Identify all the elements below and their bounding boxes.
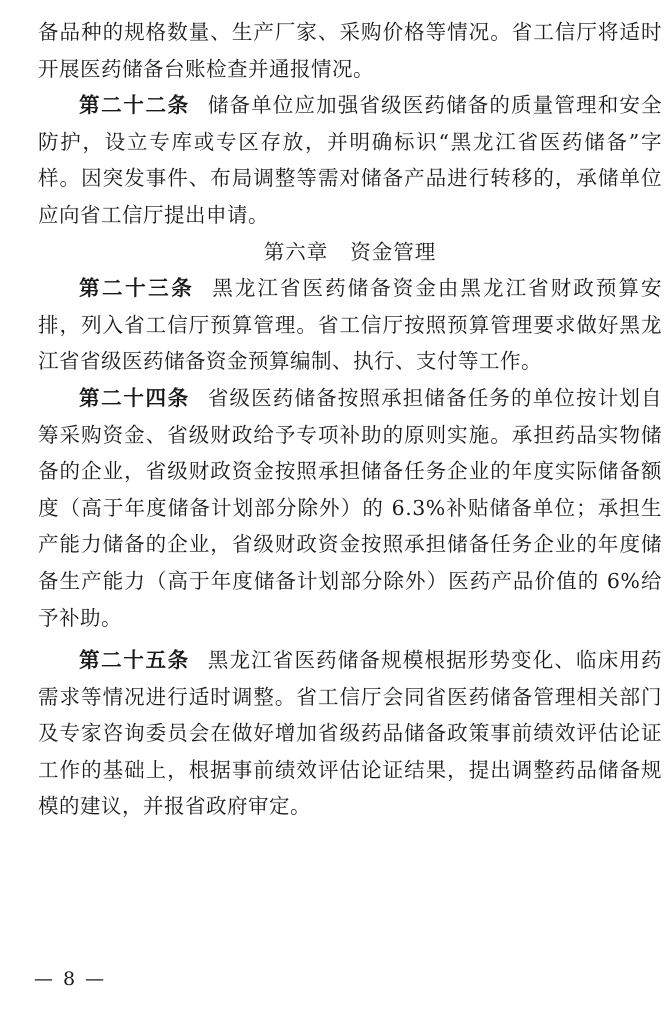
article-text: 省级医药储备按照承担储备任务的单位按计划自筹采购资金、省级财政给予专项补助的原则实施。承担药品实物储备的企业，省级财政资金按照承担储备任务企业的年度实际储备额度（高于年度储备计划部分除外）的 6.3%补贴储备单位；承担生产能力储备的企业，省级财政资金按照承担储备任务企业的年度储备生产能力（高于年度储备计划部分除外）医药产品价值的 6%给予补助。	[38, 385, 663, 630]
article-text: 黑龙江省医药储备规模根据形势变化、临床用药需求等情况进行适时调整。省工信厅会同省医药储备管理相关部门及专家咨询委员会在做好增加省级药品储备政策事前绩效评估论证工作的基础上，根据事前绩效评估论证结果，提出调整药品储备规模的建议，并报省政府审定。	[38, 648, 663, 819]
article-25	[38, 642, 662, 825]
article-number: 第二十二条	[79, 93, 190, 118]
article-number: 第二十五条	[79, 648, 190, 673]
document-page	[38, 14, 662, 825]
page-number: — 8 —	[34, 968, 107, 990]
chapter-title: 资金管理	[350, 239, 437, 264]
article-number: 第二十四条	[79, 385, 190, 410]
article-text: 黑龙江省医药储备资金由黑龙江省财政预算安排，列入省工信厅预算管理。省工信厅按照预算管理要求做好黑龙江省省级医药储备资金预算编制、执行、支付等工作。	[38, 276, 662, 374]
paragraph-continuation: 备品种的规格数量、生产厂家、采购价格等情况。省工信厅将适时开展医药储备台账检查并通报情况。	[38, 20, 662, 81]
article-22	[38, 87, 662, 233]
article-23	[38, 270, 662, 380]
chapter-number: 第六章	[263, 239, 329, 264]
article-number: 第二十三条	[79, 276, 195, 301]
article-24	[38, 380, 662, 636]
article-text: 储备单位应加强省级医药储备的质量管理和安全防护，设立专库或专区存放，并明确标识“黑龙江省医药储备”字样。因突发事件、布局调整等需对储备产品进行转移的，承储单位应向省工信厅提出申请。	[38, 93, 663, 227]
chapter-heading	[38, 234, 662, 271]
